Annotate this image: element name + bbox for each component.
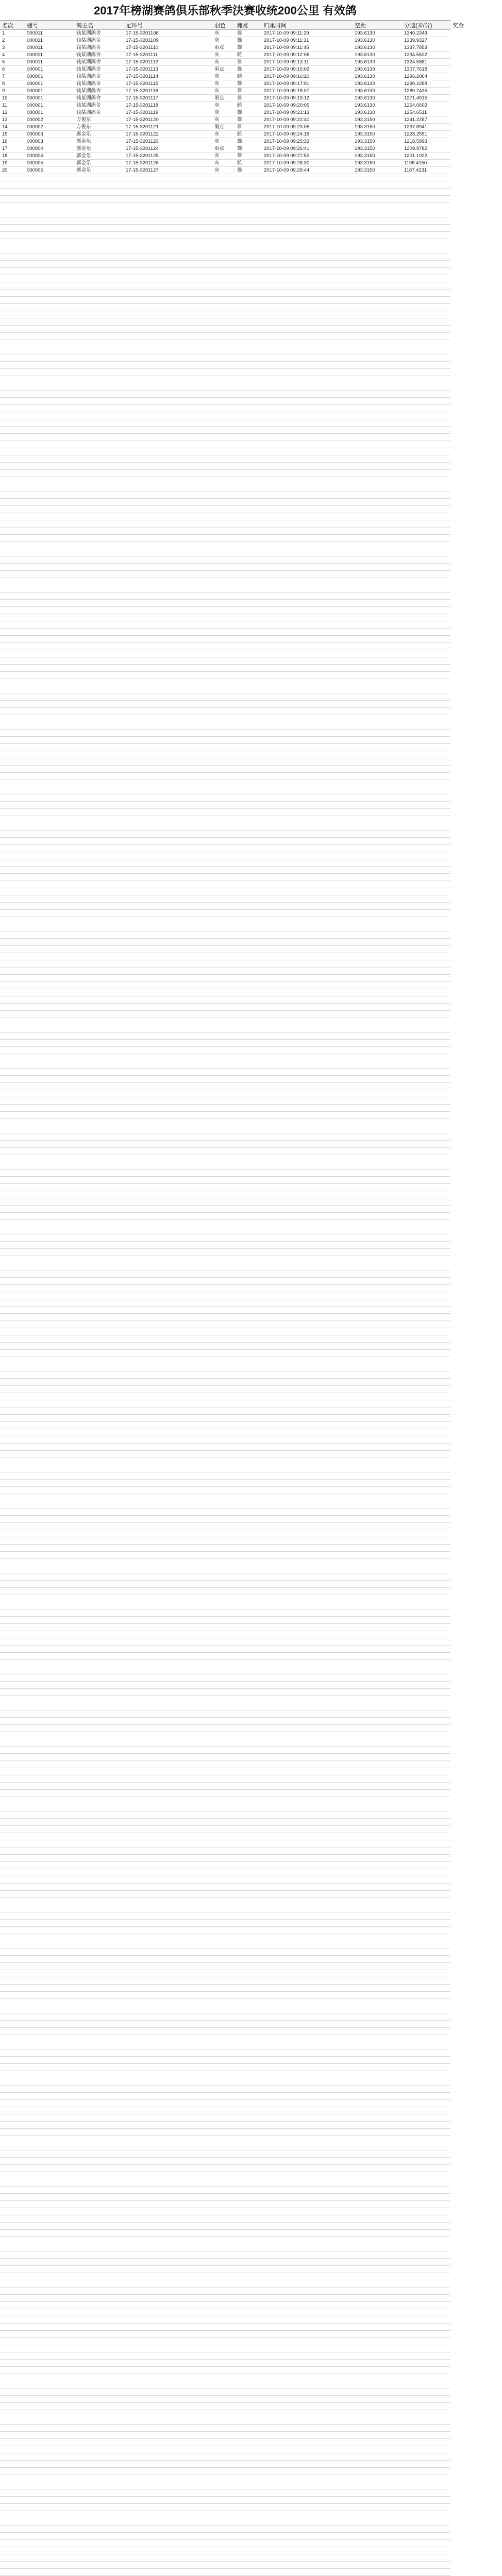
- table-cell: 灰: [214, 88, 220, 94]
- table-cell: 2017-10-09 09:21:13: [264, 110, 310, 115]
- table-cell: 193.3150: [355, 131, 375, 137]
- table-cell: 郭金乐: [76, 153, 91, 159]
- table-cell: 17-15-3201119: [126, 110, 159, 115]
- table-cell: 钱某湖鸽舍: [76, 103, 101, 108]
- table-cell: 2017-10-09 09:28:30: [264, 160, 310, 166]
- table-cell: 193.3150: [355, 153, 375, 159]
- table-cell: 17-15-3201121: [126, 124, 159, 130]
- table-cell: 11: [2, 103, 7, 108]
- table-cell: 5: [2, 59, 5, 65]
- table-row: [0, 167, 450, 174]
- table-cell: [450, 37, 502, 44]
- table-cell: 17-15-3201123: [126, 139, 159, 144]
- table-cell: 1307.7618: [404, 66, 427, 72]
- table-cell: 雨点: [214, 124, 225, 130]
- table-cell: 灰: [214, 110, 220, 115]
- table-cell: 2017-10-09 09:25:33: [264, 139, 310, 144]
- table-cell: 2017-10-09 09:18:07: [264, 88, 310, 94]
- table-cell: 20: [2, 167, 8, 173]
- table-cell: 2017-10-09 09:22:40: [264, 117, 310, 123]
- column-header: 雌雄: [237, 22, 248, 29]
- table-cell: 雄: [237, 59, 242, 65]
- table-cell: 3: [2, 45, 5, 50]
- table-row: [0, 116, 450, 124]
- table-cell: [450, 102, 502, 109]
- table-cell: 000001: [27, 103, 43, 108]
- table-cell: 雨点: [214, 146, 225, 151]
- table-cell: 雄: [237, 81, 242, 87]
- column-header: 羽色: [214, 22, 226, 29]
- column-header: 鸽主名: [76, 22, 93, 29]
- table-cell: 17-15-3201125: [126, 153, 159, 159]
- table-cell: 17-15-3201122: [126, 131, 159, 137]
- table-cell: 000005: [27, 167, 43, 173]
- table-cell: 000003: [27, 131, 43, 137]
- table-cell: 000005: [27, 160, 43, 166]
- table-cell: 灰: [214, 167, 220, 173]
- table-cell: 灰: [214, 81, 220, 87]
- table-cell: 000002: [27, 124, 43, 130]
- table-cell: [450, 73, 502, 80]
- table-header: [0, 21, 464, 30]
- table-cell: 灰: [214, 103, 220, 108]
- table-cell: 1187.4231: [404, 167, 427, 173]
- table-cell: 雨点: [214, 95, 225, 101]
- table-cell: 000011: [27, 52, 43, 58]
- table-cell: [450, 59, 502, 66]
- table-cell: 雄: [237, 45, 242, 50]
- table-cell: [450, 80, 502, 88]
- table-cell: 000003: [27, 139, 43, 144]
- table-cell: 郭金乐: [76, 146, 91, 151]
- table-cell: 2017-10-09 09:11:31: [264, 38, 309, 43]
- table-row: [0, 66, 450, 73]
- table-cell: 雌: [237, 74, 242, 79]
- table-cell: 000011: [27, 59, 43, 65]
- column-header: 名次: [2, 22, 13, 29]
- table-cell: 灰: [214, 117, 220, 123]
- table-row: [0, 52, 450, 59]
- table-cell: 193.6130: [355, 59, 375, 65]
- table-cell: [450, 52, 502, 59]
- table-cell: 193.3150: [355, 124, 375, 130]
- table-cell: 1218.5993: [404, 139, 427, 144]
- table-row: [0, 124, 450, 131]
- table-cell: 灰: [214, 139, 220, 144]
- table-cell: 灰: [214, 38, 220, 43]
- table-cell: 000002: [27, 117, 43, 123]
- table-cell: 1264.0602: [404, 103, 427, 108]
- table-cell: 193.6130: [355, 38, 375, 43]
- table-cell: 雄: [237, 139, 242, 144]
- table-row: [0, 138, 450, 145]
- table-cell: 郭金乐: [76, 167, 91, 173]
- table-cell: 000001: [27, 95, 43, 101]
- table-row: [0, 152, 450, 160]
- results-table-body: [0, 30, 450, 2576]
- table-cell: 17-15-3201124: [126, 146, 159, 151]
- table-row: [0, 102, 450, 109]
- column-header: 棚号: [27, 22, 38, 29]
- table-cell: [450, 145, 502, 152]
- table-cell: 2: [2, 38, 5, 43]
- table-cell: 雄: [237, 117, 242, 123]
- table-cell: 000011: [27, 30, 43, 36]
- table-cell: 2017-10-09 09:24:18: [264, 131, 310, 137]
- table-row: [0, 59, 450, 66]
- table-cell: [450, 131, 502, 138]
- table-cell: 17-15-3201126: [126, 160, 159, 166]
- column-header: 归巢时间: [264, 22, 287, 29]
- table-cell: 1201.1022: [404, 153, 427, 159]
- table-cell: 灰: [214, 160, 220, 166]
- table-cell: 2017-10-09 09:16:20: [264, 74, 310, 79]
- table-cell: 灰: [214, 74, 220, 79]
- table-cell: 2017-10-09 09:19:12: [264, 95, 310, 101]
- table-cell: 1209.9782: [404, 146, 427, 151]
- table-cell: 钱某湖鸽舍: [76, 110, 101, 115]
- table-cell: 2017-10-09 09:11:29: [264, 30, 309, 36]
- table-cell: 000011: [27, 38, 43, 43]
- table-cell: 2017-10-09 09:20:05: [264, 103, 310, 108]
- table-cell: 9: [2, 88, 5, 94]
- table-cell: 18: [2, 153, 8, 159]
- table-row: [0, 109, 450, 116]
- table-cell: 雌: [237, 52, 242, 58]
- table-cell: 193.6130: [355, 52, 375, 58]
- table-cell: [450, 160, 502, 167]
- table-row: [0, 145, 450, 152]
- table-cell: 17-15-3201120: [126, 117, 159, 123]
- column-header: 足环号: [126, 22, 143, 29]
- table-cell: 000001: [27, 66, 43, 72]
- table-cell: 193.6130: [355, 66, 375, 72]
- page-title: 2017年榜湖赛鸽俱乐部秋季決赛收统200公里 有效鸽: [0, 0, 450, 21]
- table-cell: 方俊东: [76, 117, 91, 123]
- table-cell: 1339.9327: [404, 38, 427, 43]
- table-cell: 1340.2349: [404, 30, 427, 36]
- table-cell: 雌: [237, 131, 242, 137]
- table-cell: 2017-10-09 09:13:11: [264, 59, 309, 65]
- table-cell: 郭金乐: [76, 160, 91, 166]
- table-cell: 17: [2, 146, 8, 151]
- table-cell: 1: [2, 30, 5, 36]
- table-cell: 雌: [237, 160, 242, 166]
- table-cell: 2017-10-09 09:12:06: [264, 52, 310, 58]
- table-cell: [450, 167, 502, 174]
- table-cell: 14: [2, 124, 8, 130]
- table-cell: 方俊东: [76, 124, 91, 130]
- table-cell: 雄: [237, 38, 242, 43]
- table-cell: 1324.5881: [404, 59, 427, 65]
- table-cell: 17-15-3201115: [126, 81, 159, 87]
- table-cell: 19: [2, 160, 8, 166]
- table-cell: 000001: [27, 74, 43, 79]
- table-cell: 17-15-3201112: [126, 59, 159, 65]
- table-cell: 钱某湖鸽舍: [76, 74, 101, 79]
- table-cell: 193.6130: [355, 74, 375, 79]
- table-cell: 雄: [237, 66, 242, 72]
- table-row: [0, 131, 450, 138]
- table-cell: 193.6130: [355, 30, 375, 36]
- table-cell: 2017-10-09 09:26:41: [264, 146, 310, 151]
- table-cell: [450, 116, 502, 124]
- table-cell: 1290.2288: [404, 81, 427, 87]
- table-cell: [450, 124, 502, 131]
- table-cell: 灰: [214, 153, 220, 159]
- table-cell: 钱某湖鸽舍: [76, 38, 101, 43]
- table-row: [0, 80, 450, 88]
- table-cell: 钱某湖鸽舍: [76, 30, 101, 36]
- table-cell: 钱某湖鸽舍: [76, 81, 101, 87]
- table-row: [0, 95, 450, 102]
- table-cell: [450, 88, 502, 95]
- table-cell: 17-15-3201108: [126, 30, 159, 36]
- table-cell: 2017-10-09 09:11:45: [264, 45, 309, 50]
- table-cell: 000001: [27, 88, 43, 94]
- table-cell: 钱某湖鸽舍: [76, 95, 101, 101]
- table-row: [0, 88, 450, 95]
- table-row: [0, 73, 450, 80]
- table-cell: 193.6130: [355, 95, 375, 101]
- table-cell: 雄: [237, 88, 242, 94]
- table-cell: 灰: [214, 52, 220, 58]
- table-cell: 193.3150: [355, 146, 375, 151]
- table-cell: [450, 152, 502, 160]
- table-cell: 193.6130: [355, 81, 375, 87]
- table-cell: [450, 44, 502, 52]
- table-cell: 193.3150: [355, 117, 375, 123]
- table-cell: 雄: [237, 30, 242, 36]
- table-cell: 雄: [237, 167, 242, 173]
- table-cell: 1280.7435: [404, 88, 427, 94]
- table-cell: 1196.4150: [404, 160, 427, 166]
- table-row: [0, 30, 450, 37]
- table-cell: 雄: [237, 124, 242, 130]
- table-cell: 钱某湖鸽舍: [76, 52, 101, 58]
- table-cell: 雨点: [214, 66, 225, 72]
- table-cell: [450, 66, 502, 73]
- table-cell: 16: [2, 139, 8, 144]
- table-cell: 2017-10-09 09:17:01: [264, 81, 310, 87]
- column-header: 空距: [355, 22, 366, 29]
- table-cell: 17-15-3201113: [126, 66, 159, 72]
- table-cell: 2017-10-09 09:29:44: [264, 167, 310, 173]
- table-cell: 2017-10-09 09:15:02: [264, 66, 310, 72]
- table-cell: 8: [2, 81, 5, 87]
- table-cell: 钱某湖鸽舍: [76, 45, 101, 50]
- table-cell: 12: [2, 110, 8, 115]
- table-cell: 灰: [214, 131, 220, 137]
- table-cell: 1254.6511: [404, 110, 427, 115]
- table-cell: 1296.2064: [404, 74, 427, 79]
- table-cell: 17-15-3201110: [126, 45, 159, 50]
- column-header: 奖金: [453, 22, 464, 29]
- table-cell: [450, 95, 502, 102]
- table-cell: 17-15-3201118: [126, 103, 159, 108]
- table-row: [0, 160, 450, 167]
- table-cell: [450, 109, 502, 116]
- table-cell: 193.6130: [355, 110, 375, 115]
- table-cell: 17-15-3201114: [126, 74, 159, 79]
- column-header: 分速(米/分): [404, 22, 432, 29]
- table-cell: 7: [2, 74, 5, 79]
- table-cell: 钱某湖鸽舍: [76, 88, 101, 94]
- table-cell: 雄: [237, 110, 242, 115]
- table-cell: 雨点: [214, 45, 225, 50]
- table-cell: 193.6130: [355, 45, 375, 50]
- table-cell: 1237.8941: [404, 124, 427, 130]
- table-cell: 17-15-3201111: [126, 52, 158, 58]
- table-cell: 17-15-3201117: [126, 95, 159, 101]
- table-cell: 13: [2, 117, 8, 123]
- table-cell: 000001: [27, 110, 43, 115]
- table-cell: 1334.5622: [404, 52, 427, 58]
- table-cell: 1228.2551: [404, 131, 427, 137]
- table-cell: 193.3150: [355, 160, 375, 166]
- table-cell: 17-15-3201116: [126, 88, 159, 94]
- table-cell: 1337.7853: [404, 45, 427, 50]
- table-row: [0, 37, 450, 44]
- table-cell: 193.6130: [355, 88, 375, 94]
- table-cell: 灰: [214, 30, 220, 36]
- table-cell: 4: [2, 52, 5, 58]
- table-cell: 2017-10-09 09:27:52: [264, 153, 310, 159]
- table-cell: 193.3150: [355, 139, 375, 144]
- table-cell: 雄: [237, 146, 242, 151]
- table-cell: [450, 30, 502, 37]
- table-cell: 15: [2, 131, 8, 137]
- table-row: [0, 44, 450, 52]
- table-cell: 雄: [237, 153, 242, 159]
- table-cell: 雌: [237, 103, 242, 108]
- table-cell: 000001: [27, 81, 43, 87]
- table-cell: 17-15-3201109: [126, 38, 159, 43]
- table-cell: 郭金乐: [76, 139, 91, 144]
- table-cell: 000011: [27, 45, 43, 50]
- table-cell: 钱某湖鸽舍: [76, 59, 101, 65]
- table-cell: 钱某湖鸽舍: [76, 66, 101, 72]
- table-cell: 1241.2287: [404, 117, 427, 123]
- table-cell: 193.6130: [355, 103, 375, 108]
- table-cell: [450, 138, 502, 145]
- table-cell: 2017-10-09 09:23:05: [264, 124, 310, 130]
- table-cell: 193.3150: [355, 167, 375, 173]
- table-cell: 1271.4915: [404, 95, 427, 101]
- table-cell: 17-15-3201127: [126, 167, 159, 173]
- table-cell: 6: [2, 66, 5, 72]
- table-cell: 雄: [237, 95, 242, 101]
- table-cell: 000004: [27, 153, 43, 159]
- table-cell: 灰: [214, 59, 220, 65]
- table-cell: 000004: [27, 146, 43, 151]
- table-cell: 郭金乐: [76, 131, 91, 137]
- table-cell: 10: [2, 95, 8, 101]
